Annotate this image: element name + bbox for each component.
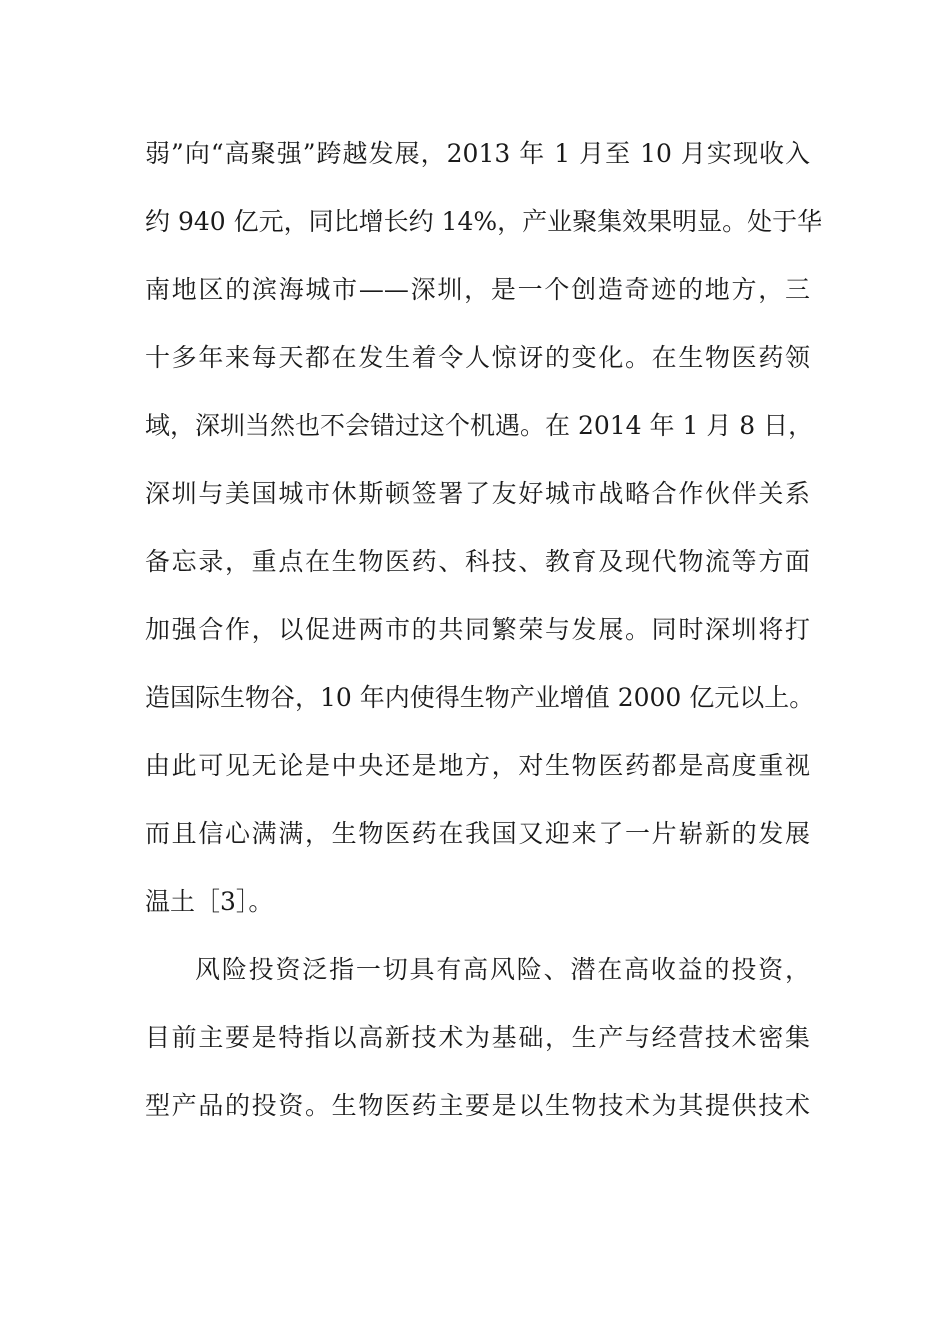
text-line-11: 而且信心满满，生物医药在我国又迎来了一片崭新的发展: [145, 819, 810, 848]
text-line-5: 域，深圳当然也不会错过这个机遇。在 2014 年 1 月 8 日，: [145, 411, 814, 440]
text-line-12: 温土［3］。: [145, 887, 274, 916]
text-line-2: 约 940 亿元，同比增长约 14%，产业聚集效果明显。处于华: [145, 207, 823, 236]
body-text: [145, 125, 823, 1145]
text-line-14: 目前主要是特指以高新技术为基础，生产与经营技术密集: [145, 1023, 810, 1052]
text-line-15: 型产品的投资。生物医药主要是以生物技术为其提供技术: [145, 1091, 810, 1120]
text-line-7: 备忘录，重点在生物医药、科技、教育及现代物流等方面: [145, 547, 810, 576]
text-line-3: 南地区的滨海城市——深圳，是一个创造奇迹的地方，三: [145, 275, 810, 304]
text-line-9: 造国际生物谷，10 年内使得生物产业增值 2000 亿元以上。: [145, 683, 815, 712]
text-line-13: 风险投资泛指一切具有高风险、潜在高收益的投资，: [195, 955, 810, 984]
text-line-1: 弱”向“高聚强”跨越发展，2013 年 1 月至 10 月实现收入: [145, 139, 810, 168]
text-line-6: 深圳与美国城市休斯顿签署了友好城市战略合作伙伴关系: [145, 479, 810, 508]
text-line-4: 十多年来每天都在发生着令人惊讶的变化。在生物医药领: [145, 343, 810, 372]
text-line-8: 加强合作，以促进两市的共同繁荣与发展。同时深圳将打: [145, 615, 810, 644]
text-line-10: 由此可见无论是中央还是地方，对生物医药都是高度重视: [145, 751, 810, 780]
